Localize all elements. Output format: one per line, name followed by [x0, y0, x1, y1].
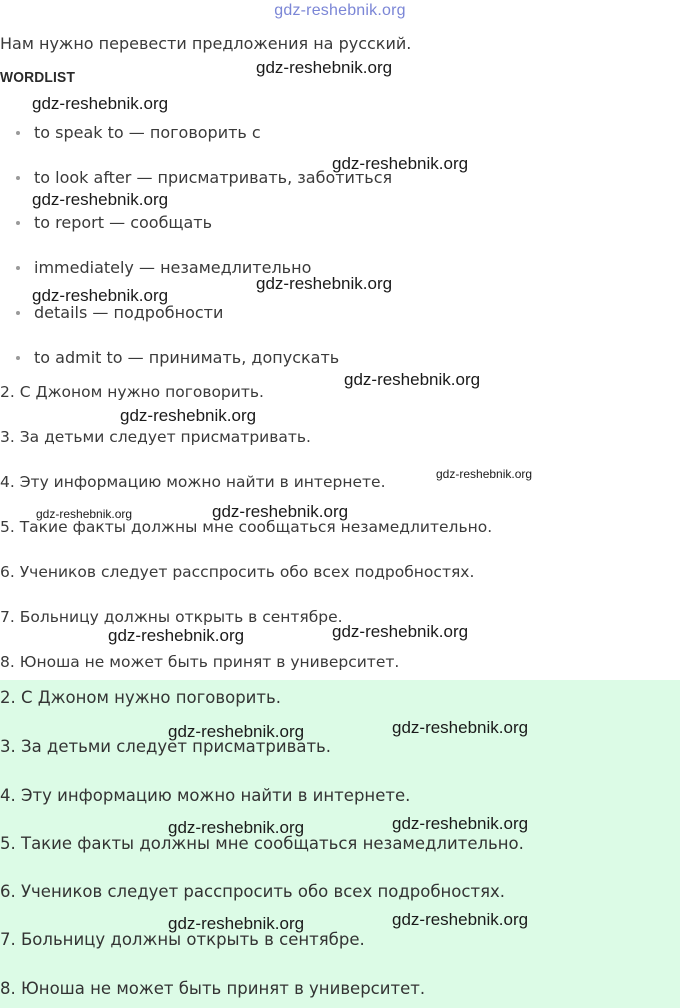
wordlist-item-text: details — подробности [34, 303, 224, 322]
answer-line: 7. Больницу должны открыть в сентябре. [0, 930, 365, 949]
watermark: gdz-reshebnik.org [392, 814, 529, 833]
wordlist-item-text: to look after — присматривать, заботиться [34, 168, 393, 187]
wordlist-item-text: immediately — незамедлительно [34, 258, 312, 277]
wordlist-heading: WORDLIST [0, 69, 76, 86]
answer-line: 8. Юноша не может быть принят в университет. [0, 979, 426, 998]
bullet-icon [16, 176, 20, 180]
watermark: gdz-reshebnik.org [108, 626, 245, 645]
watermark: gdz-reshebnik.org [36, 507, 133, 521]
sentence: 3. За детьми следует присматривать. [0, 428, 311, 446]
answer-line: 2. С Джоном нужно поговорить. [0, 688, 281, 707]
intro-text: Нам нужно перевести предложения на русский. [0, 34, 412, 53]
watermark: gdz-reshebnik.org [32, 286, 169, 305]
sentence: 7. Больницу должны открыть в сентябре. [0, 608, 343, 626]
bullet-icon [16, 131, 20, 135]
wordlist-item-text: to speak to — поговорить с [34, 123, 261, 142]
watermark: gdz-reshebnik.org [168, 818, 305, 837]
watermark: gdz-reshebnik.org [344, 370, 481, 389]
watermark: gdz-reshebnik.org [120, 406, 257, 425]
watermark: gdz-reshebnik.org [332, 622, 469, 641]
bullet-icon [16, 311, 20, 315]
watermark: gdz-reshebnik.org [212, 502, 349, 521]
watermark: gdz-reshebnik.org [392, 718, 529, 737]
watermark: gdz-reshebnik.org [168, 722, 305, 741]
watermark: gdz-reshebnik.org [256, 58, 393, 77]
wordlist-item [16, 348, 339, 367]
watermark: gdz-reshebnik.org [32, 190, 169, 209]
bullet-icon [16, 356, 20, 360]
bullet-icon [16, 266, 20, 270]
watermark: gdz-reshebnik.org [32, 94, 169, 113]
answer-line: 4. Эту информацию можно найти в интернете. [0, 786, 411, 805]
wordlist-item [16, 213, 212, 232]
wordlist-item-text: to admit to — принимать, допускать [34, 348, 340, 367]
answer-line: 5. Такие факты должны мне сообщаться незамедлительно. [0, 834, 524, 853]
watermark: gdz-reshebnik.org [332, 154, 469, 173]
answer-line: 6. Учеников следует расспросить обо всех подробностях. [0, 882, 505, 901]
watermark: gdz-reshebnik.org [256, 274, 393, 293]
answer-line: 3. За детьми следует присматривать. [0, 737, 332, 756]
watermark: gdz-reshebnik.org [392, 910, 529, 929]
wordlist-item [16, 123, 261, 142]
watermark: gdz-reshebnik.org [168, 914, 305, 933]
site-watermark-header: gdz-reshebnik.org [274, 2, 406, 19]
wordlist-item-text: to report — сообщать [34, 213, 213, 232]
sentence: 8. Юноша не может быть принят в университет. [0, 653, 400, 671]
watermark: gdz-reshebnik.org [436, 467, 533, 481]
sentence: 2. С Джоном нужно поговорить. [0, 383, 264, 401]
answer-block [0, 680, 680, 1008]
sentence: 4. Эту информацию можно найти в интернете. [0, 473, 386, 491]
sentence: 6. Учеников следует расспросить обо всех подробностях. [0, 563, 475, 581]
sentence: 5. Такие факты должны мне сообщаться незамедлительно. [0, 518, 493, 536]
bullet-icon [16, 221, 20, 225]
